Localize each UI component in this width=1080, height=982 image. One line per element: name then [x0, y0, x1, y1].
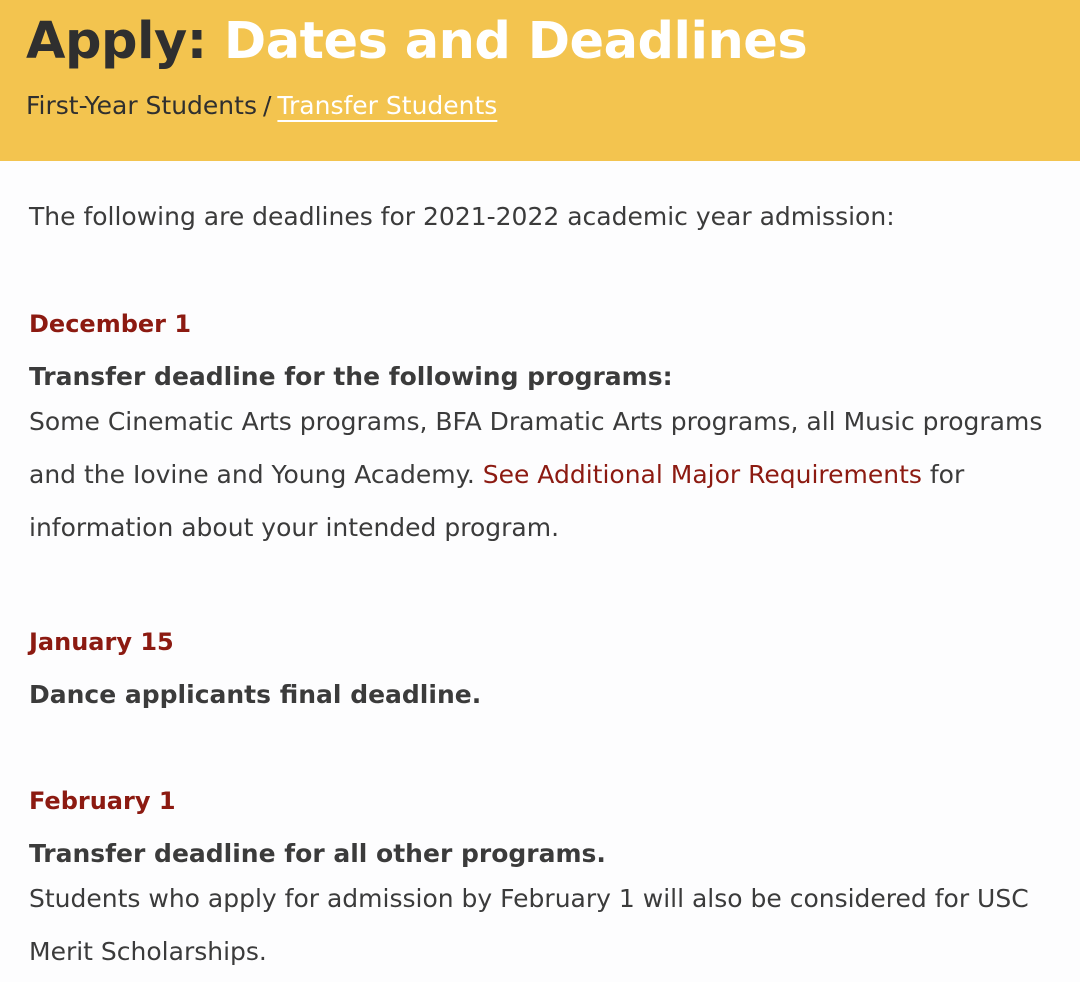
- deadline-section-december: [29, 306, 1069, 554]
- deadline-date: February 1: [29, 787, 176, 815]
- main-content: [0, 199, 1069, 978]
- breadcrumb: [26, 88, 1080, 124]
- intro-text: The following are deadlines for 2021-2022 academic year admission:: [29, 202, 895, 231]
- page-title: [26, 6, 1080, 78]
- deadline-section-january: [29, 624, 1069, 713]
- deadline-lead: Transfer deadline for the following programs:: [29, 362, 673, 391]
- breadcrumb-separator: /: [262, 91, 272, 120]
- deadline-body-text: Some Cinematic Arts programs, BFA Dramatic Arts programs, all Music programs and the Iovine and Young Academy.: [29, 407, 1043, 489]
- title-main: Dates and Deadlines: [223, 12, 808, 71]
- deadline-date: December 1: [29, 310, 192, 338]
- deadline-body: [29, 395, 1069, 554]
- title-prefix: Apply:: [26, 12, 207, 71]
- additional-major-requirements-link[interactable]: See Additional Major Requirements: [482, 460, 922, 489]
- deadline-section-february: [29, 783, 1069, 978]
- deadline-lead: Transfer deadline for all other programs.: [29, 839, 606, 868]
- breadcrumb-transfer-link[interactable]: Transfer Students: [277, 91, 498, 120]
- deadline-date: January 15: [29, 628, 174, 656]
- deadline-body-text-after: for information about your intended program.: [29, 460, 965, 542]
- deadline-body: Students who apply for admission by February 1 will also be considered for USC Merit Scholarships.: [29, 884, 1029, 966]
- breadcrumb-first-year-link[interactable]: First-Year Students: [26, 91, 257, 120]
- deadline-lead: Dance applicants final deadline.: [29, 680, 482, 709]
- page-header: [0, 0, 1080, 161]
